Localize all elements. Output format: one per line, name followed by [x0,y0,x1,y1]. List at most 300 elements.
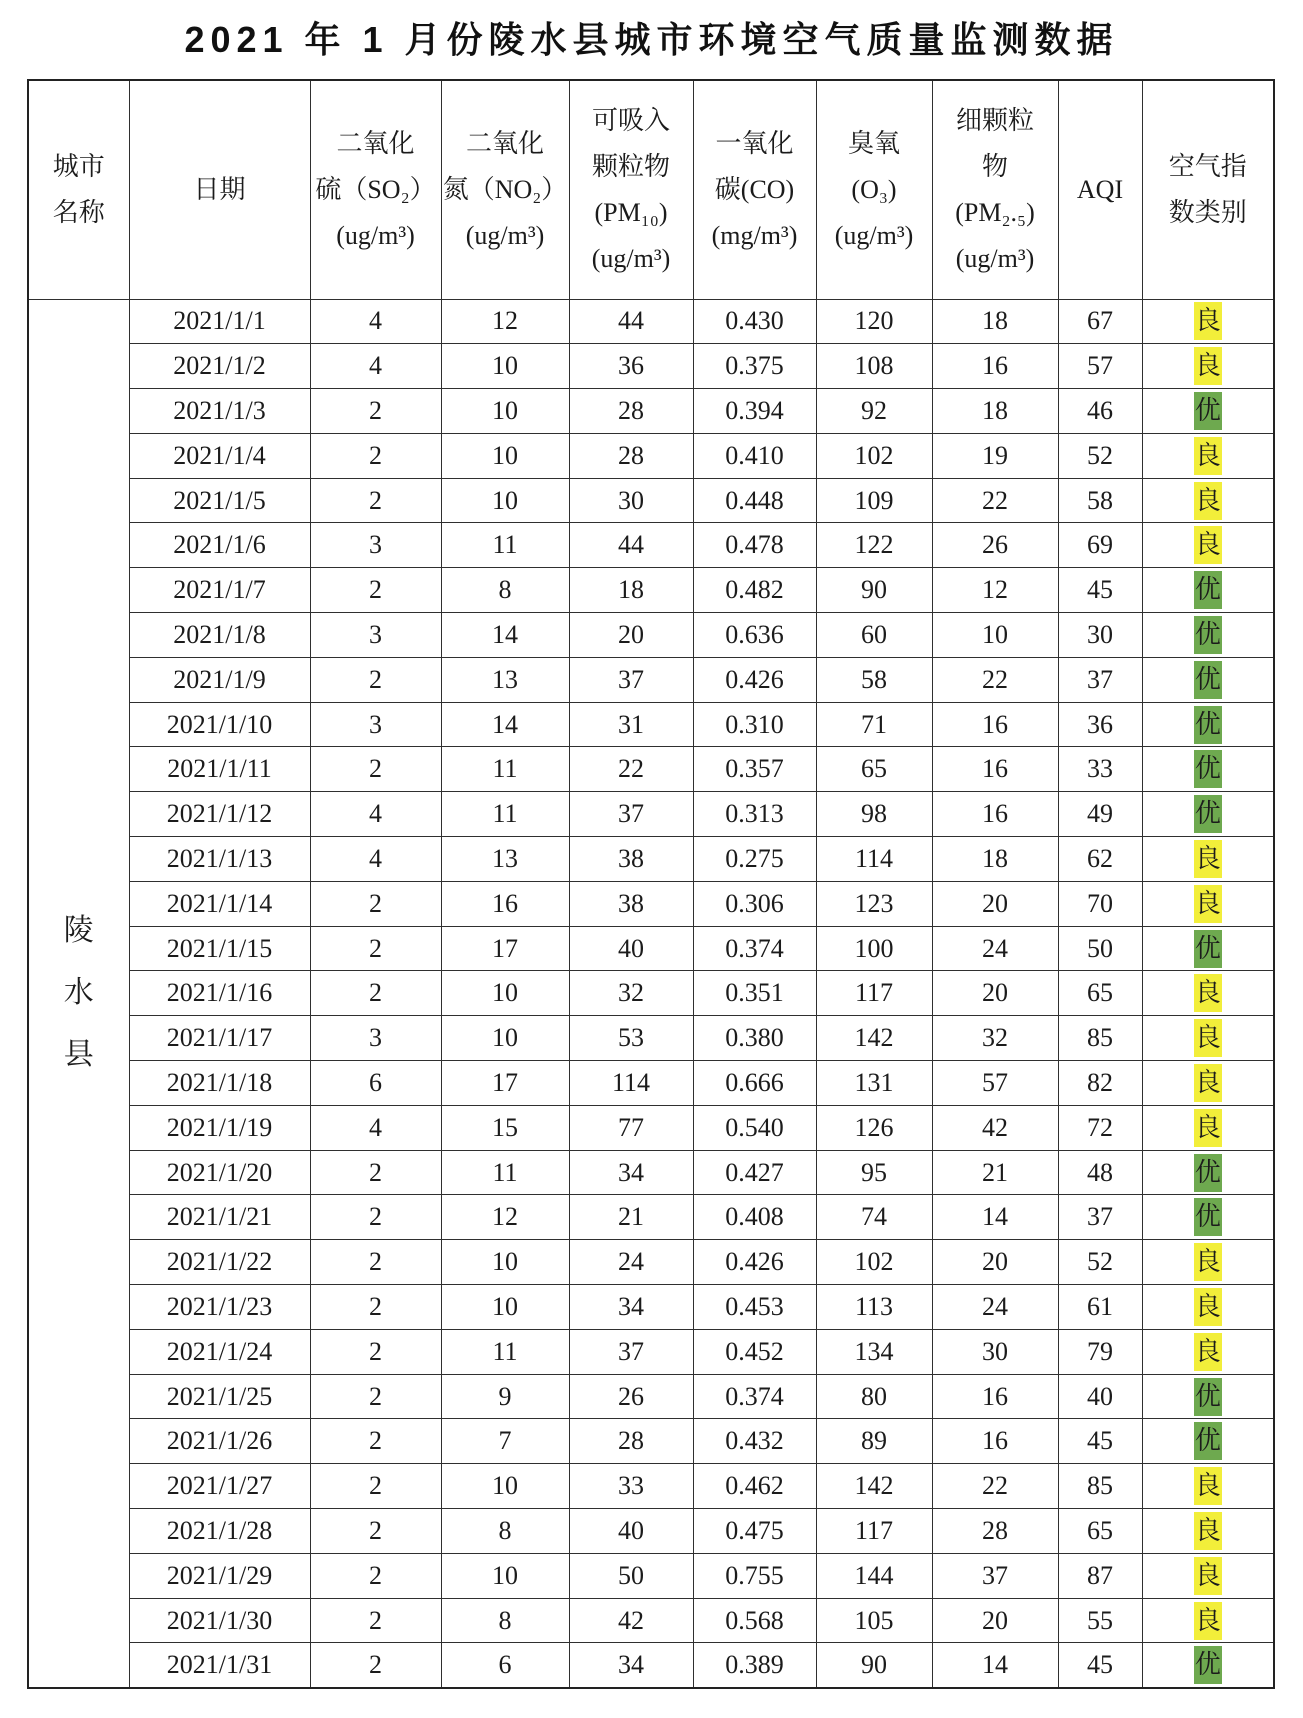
co-cell: 0.432 [693,1419,816,1464]
date-cell: 2021/1/7 [129,568,310,613]
no2-cell: 12 [441,299,569,344]
pm25-cell: 57 [932,1061,1058,1106]
o3-cell: 102 [816,1240,932,1285]
aqi-cell: 45 [1058,1643,1142,1688]
date-cell: 2021/1/8 [129,613,310,658]
date-cell: 2021/1/29 [129,1553,310,1598]
category-badge: 良 [1194,1602,1222,1640]
table-body [28,299,1274,1688]
co-cell: 0.478 [693,523,816,568]
date-cell: 2021/1/25 [129,1374,310,1419]
o3-cell: 114 [816,837,932,882]
header-line: 颗粒物 [591,151,670,181]
aqi-cell: 65 [1058,971,1142,1016]
header-line: 二氧化 [336,128,415,158]
pm10-cell: 28 [569,389,693,434]
aqi-cell: 62 [1058,837,1142,882]
o3-cell: 126 [816,1105,932,1150]
so2-cell: 2 [310,657,441,702]
category-cell [1142,568,1274,613]
aqi-cell: 30 [1058,613,1142,658]
aqi-cell: 69 [1058,523,1142,568]
header-pm25 [932,80,1058,299]
date-cell: 2021/1/31 [129,1643,310,1688]
date-cell: 2021/1/24 [129,1329,310,1374]
pm10-cell: 37 [569,1329,693,1374]
co-cell: 0.666 [693,1061,816,1106]
no2-cell: 12 [441,1195,569,1240]
no2-cell: 10 [441,344,569,389]
aqi-cell: 37 [1058,1195,1142,1240]
header-line: 二氧化 [465,128,544,158]
table-row [28,478,1274,523]
date-cell: 2021/1/17 [129,1016,310,1061]
category-badge: 优 [1194,1646,1222,1684]
header-line: (PM₁₀) [594,197,668,227]
category-cell [1142,1464,1274,1509]
so2-cell: 2 [310,1150,441,1195]
category-cell [1142,1329,1274,1374]
pm25-cell: 16 [932,792,1058,837]
pm10-cell: 33 [569,1464,693,1509]
so2-cell: 2 [310,1509,441,1554]
so2-cell: 6 [310,1061,441,1106]
no2-cell: 16 [441,881,569,926]
no2-cell: 10 [441,1285,569,1330]
category-badge: 优 [1194,1422,1222,1460]
aqi-cell: 45 [1058,1419,1142,1464]
category-badge: 良 [1194,1019,1222,1057]
category-badge: 良 [1194,1109,1222,1147]
so2-cell: 2 [310,1643,441,1688]
category-cell [1142,1419,1274,1464]
no2-cell: 10 [441,1464,569,1509]
no2-cell: 10 [441,433,569,478]
date-cell: 2021/1/10 [129,702,310,747]
date-cell: 2021/1/23 [129,1285,310,1330]
so2-cell: 2 [310,568,441,613]
co-cell: 0.394 [693,389,816,434]
pm25-cell: 18 [932,299,1058,344]
table-row [28,1329,1274,1374]
o3-cell: 144 [816,1553,932,1598]
so2-cell: 2 [310,1598,441,1643]
header-line: (PM₂.₅) [955,197,1035,227]
co-cell: 0.389 [693,1643,816,1688]
table-row [28,523,1274,568]
category-cell [1142,1285,1274,1330]
o3-cell: 120 [816,299,932,344]
o3-cell: 102 [816,433,932,478]
pm25-cell: 10 [932,613,1058,658]
category-cell [1142,1150,1274,1195]
so2-cell: 2 [310,881,441,926]
pm10-cell: 22 [569,747,693,792]
header-no2 [441,80,569,299]
category-badge: 良 [1194,1557,1222,1595]
o3-cell: 90 [816,1643,932,1688]
category-cell [1142,1598,1274,1643]
co-cell: 0.275 [693,837,816,882]
co-cell: 0.462 [693,1464,816,1509]
header-line: (ug/m³) [465,220,545,250]
header-row [28,80,1274,299]
header-aqi [1058,80,1142,299]
table-row [28,657,1274,702]
aqi-cell: 46 [1058,389,1142,434]
pm10-cell: 77 [569,1105,693,1150]
date-cell: 2021/1/9 [129,657,310,702]
co-cell: 0.426 [693,1240,816,1285]
table-row [28,971,1274,1016]
co-cell: 0.357 [693,747,816,792]
category-cell [1142,657,1274,702]
so2-cell: 2 [310,1329,441,1374]
date-cell: 2021/1/6 [129,523,310,568]
aqi-cell: 61 [1058,1285,1142,1330]
date-cell: 2021/1/13 [129,837,310,882]
date-cell: 2021/1/28 [129,1509,310,1554]
air-quality-table [27,79,1275,1689]
header-line: (ug/m³) [336,220,415,250]
aqi-cell: 45 [1058,568,1142,613]
aqi-cell: 85 [1058,1016,1142,1061]
co-cell: 0.448 [693,478,816,523]
table-row [28,1016,1274,1061]
header-line: (O₃) [851,174,897,204]
header-line: 可吸入 [591,105,670,135]
category-badge: 优 [1194,1378,1222,1416]
date-cell: 2021/1/5 [129,478,310,523]
category-cell [1142,881,1274,926]
header-line: 臭氧 [847,128,900,158]
date-cell: 2021/1/2 [129,344,310,389]
aqi-cell: 37 [1058,657,1142,702]
o3-cell: 122 [816,523,932,568]
no2-cell: 11 [441,1150,569,1195]
category-cell [1142,1374,1274,1419]
table-row [28,837,1274,882]
table-row [28,792,1274,837]
aqi-cell: 55 [1058,1598,1142,1643]
category-cell [1142,971,1274,1016]
table-row [28,702,1274,747]
aqi-cell: 70 [1058,881,1142,926]
header-co [693,80,816,299]
pm25-cell: 20 [932,1598,1058,1643]
category-badge: 良 [1194,302,1222,340]
o3-cell: 123 [816,881,932,926]
no2-cell: 14 [441,702,569,747]
header-line: 城市 [52,151,105,181]
co-cell: 0.426 [693,657,816,702]
so2-cell: 2 [310,478,441,523]
category-cell [1142,478,1274,523]
o3-cell: 98 [816,792,932,837]
category-badge: 优 [1194,1154,1222,1192]
category-badge: 优 [1194,1198,1222,1236]
o3-cell: 117 [816,971,932,1016]
pm25-cell: 20 [932,881,1058,926]
pm10-cell: 53 [569,1016,693,1061]
header-line: (ug/m³) [591,243,671,273]
pm25-cell: 12 [932,568,1058,613]
category-cell [1142,1509,1274,1554]
co-cell: 0.427 [693,1150,816,1195]
co-cell: 0.408 [693,1195,816,1240]
table-row [28,1195,1274,1240]
category-badge: 优 [1194,706,1222,744]
so2-cell: 2 [310,389,441,434]
pm25-cell: 16 [932,344,1058,389]
date-cell: 2021/1/11 [129,747,310,792]
date-cell: 2021/1/21 [129,1195,310,1240]
table-row [28,1643,1274,1688]
o3-cell: 105 [816,1598,932,1643]
no2-cell: 10 [441,1553,569,1598]
o3-cell: 90 [816,568,932,613]
table-row [28,613,1274,658]
aqi-cell: 57 [1058,344,1142,389]
co-cell: 0.410 [693,433,816,478]
category-cell [1142,433,1274,478]
no2-cell: 8 [441,568,569,613]
table-row [28,1105,1274,1150]
co-cell: 0.374 [693,1374,816,1419]
category-cell [1142,613,1274,658]
aqi-cell: 36 [1058,702,1142,747]
o3-cell: 113 [816,1285,932,1330]
header-line: 细颗粒 [955,105,1034,135]
category-badge: 优 [1194,661,1222,699]
aqi-cell: 50 [1058,926,1142,971]
date-cell: 2021/1/27 [129,1464,310,1509]
pm10-cell: 36 [569,344,693,389]
date-cell: 2021/1/18 [129,1061,310,1106]
pm10-cell: 34 [569,1150,693,1195]
o3-cell: 95 [816,1150,932,1195]
no2-cell: 13 [441,657,569,702]
category-badge: 优 [1194,616,1222,654]
header-line: 硫（SO₂） [315,174,436,204]
table-row [28,1374,1274,1419]
no2-cell: 11 [441,523,569,568]
pm25-cell: 18 [932,837,1058,882]
aqi-cell: 65 [1058,1509,1142,1554]
o3-cell: 60 [816,613,932,658]
header-city-name [28,80,129,299]
category-cell [1142,1105,1274,1150]
category-cell [1142,1240,1274,1285]
co-cell: 0.452 [693,1329,816,1374]
header-line: 数类别 [1168,197,1247,227]
table-row [28,568,1274,613]
aqi-cell: 48 [1058,1150,1142,1195]
header-date [129,80,310,299]
co-cell: 0.430 [693,299,816,344]
category-badge: 良 [1194,1288,1222,1326]
pm25-cell: 28 [932,1509,1058,1554]
pm25-cell: 22 [932,1464,1058,1509]
pm25-cell: 16 [932,702,1058,747]
co-cell: 0.351 [693,971,816,1016]
no2-cell: 17 [441,926,569,971]
co-cell: 0.540 [693,1105,816,1150]
co-cell: 0.375 [693,344,816,389]
no2-cell: 11 [441,747,569,792]
aqi-cell: 87 [1058,1553,1142,1598]
header-line: 物 [981,151,1008,181]
category-badge: 优 [1194,750,1222,788]
header-so2 [310,80,441,299]
aqi-cell: 40 [1058,1374,1142,1419]
pm25-cell: 22 [932,478,1058,523]
no2-cell: 10 [441,971,569,1016]
so2-cell: 4 [310,792,441,837]
co-cell: 0.636 [693,613,816,658]
date-cell: 2021/1/22 [129,1240,310,1285]
o3-cell: 108 [816,344,932,389]
so2-cell: 2 [310,971,441,1016]
pm10-cell: 31 [569,702,693,747]
pm10-cell: 28 [569,433,693,478]
pm10-cell: 38 [569,881,693,926]
o3-cell: 89 [816,1419,932,1464]
category-badge: 良 [1194,1467,1222,1505]
no2-cell: 7 [441,1419,569,1464]
category-cell [1142,837,1274,882]
so2-cell: 4 [310,344,441,389]
pm25-cell: 16 [932,1419,1058,1464]
category-cell [1142,299,1274,344]
pm10-cell: 44 [569,523,693,568]
table-row [28,1509,1274,1554]
no2-cell: 10 [441,1016,569,1061]
pm25-cell: 26 [932,523,1058,568]
so2-cell: 2 [310,1195,441,1240]
header-line: 碳(CO) [714,174,795,204]
category-cell [1142,389,1274,434]
date-cell: 2021/1/1 [129,299,310,344]
o3-cell: 58 [816,657,932,702]
o3-cell: 142 [816,1464,932,1509]
o3-cell: 109 [816,478,932,523]
so2-cell: 2 [310,1285,441,1330]
pm10-cell: 37 [569,792,693,837]
city-cell [28,299,129,1688]
pm10-cell: 18 [569,568,693,613]
category-badge: 良 [1194,840,1222,878]
category-cell [1142,747,1274,792]
aqi-cell: 82 [1058,1061,1142,1106]
so2-cell: 2 [310,1419,441,1464]
pm25-cell: 24 [932,926,1058,971]
category-badge: 优 [1194,795,1222,833]
so2-cell: 2 [310,1240,441,1285]
category-cell [1142,344,1274,389]
pm10-cell: 114 [569,1061,693,1106]
pm10-cell: 37 [569,657,693,702]
category-cell [1142,792,1274,837]
table-row [28,926,1274,971]
category-badge: 良 [1194,1333,1222,1371]
pm25-cell: 18 [932,389,1058,434]
date-cell: 2021/1/19 [129,1105,310,1150]
pm25-cell: 20 [932,971,1058,1016]
header-line: (mg/m³) [711,220,798,250]
aqi-cell: 67 [1058,299,1142,344]
pm10-cell: 50 [569,1553,693,1598]
category-cell [1142,1553,1274,1598]
so2-cell: 4 [310,1105,441,1150]
no2-cell: 11 [441,792,569,837]
aqi-cell: 85 [1058,1464,1142,1509]
pm10-cell: 34 [569,1643,693,1688]
pm10-cell: 44 [569,299,693,344]
header-pm10 [569,80,693,299]
date-cell: 2021/1/26 [129,1419,310,1464]
o3-cell: 117 [816,1509,932,1554]
table-row [28,1419,1274,1464]
co-cell: 0.310 [693,702,816,747]
category-badge: 优 [1194,392,1222,430]
header-line: 一氧化 [715,128,794,158]
header-o3 [816,80,932,299]
pm25-cell: 19 [932,433,1058,478]
o3-cell: 92 [816,389,932,434]
co-cell: 0.306 [693,881,816,926]
date-cell: 2021/1/3 [129,389,310,434]
city-name: 陵水县 [63,914,94,1072]
co-cell: 0.482 [693,568,816,613]
no2-cell: 9 [441,1374,569,1419]
aqi-cell: 52 [1058,1240,1142,1285]
aqi-cell: 79 [1058,1329,1142,1374]
pm10-cell: 26 [569,1374,693,1419]
category-badge: 良 [1194,482,1222,520]
header-category [1142,80,1274,299]
date-cell: 2021/1/15 [129,926,310,971]
aqi-cell: 52 [1058,433,1142,478]
no2-cell: 10 [441,389,569,434]
category-badge: 良 [1194,347,1222,385]
date-cell: 2021/1/30 [129,1598,310,1643]
header-line: 氮（NO₂） [442,174,568,204]
category-cell [1142,1016,1274,1061]
page-title: 2021 年 1 月份陵水县城市环境空气质量监测数据 [184,19,1119,60]
so2-cell: 4 [310,299,441,344]
category-badge: 良 [1194,1064,1222,1102]
aqi-cell: 58 [1058,478,1142,523]
date-cell: 2021/1/12 [129,792,310,837]
co-cell: 0.374 [693,926,816,971]
aqi-cell: 72 [1058,1105,1142,1150]
so2-cell: 3 [310,702,441,747]
so2-cell: 2 [310,747,441,792]
category-badge: 良 [1194,526,1222,564]
header-line: 日期 [193,174,246,204]
category-badge: 良 [1194,1512,1222,1550]
category-cell [1142,523,1274,568]
category-cell [1142,926,1274,971]
pm10-cell: 20 [569,613,693,658]
no2-cell: 17 [441,1061,569,1106]
o3-cell: 71 [816,702,932,747]
header-line: (ug/m³) [834,220,914,250]
pm25-cell: 32 [932,1016,1058,1061]
so2-cell: 2 [310,433,441,478]
co-cell: 0.453 [693,1285,816,1330]
